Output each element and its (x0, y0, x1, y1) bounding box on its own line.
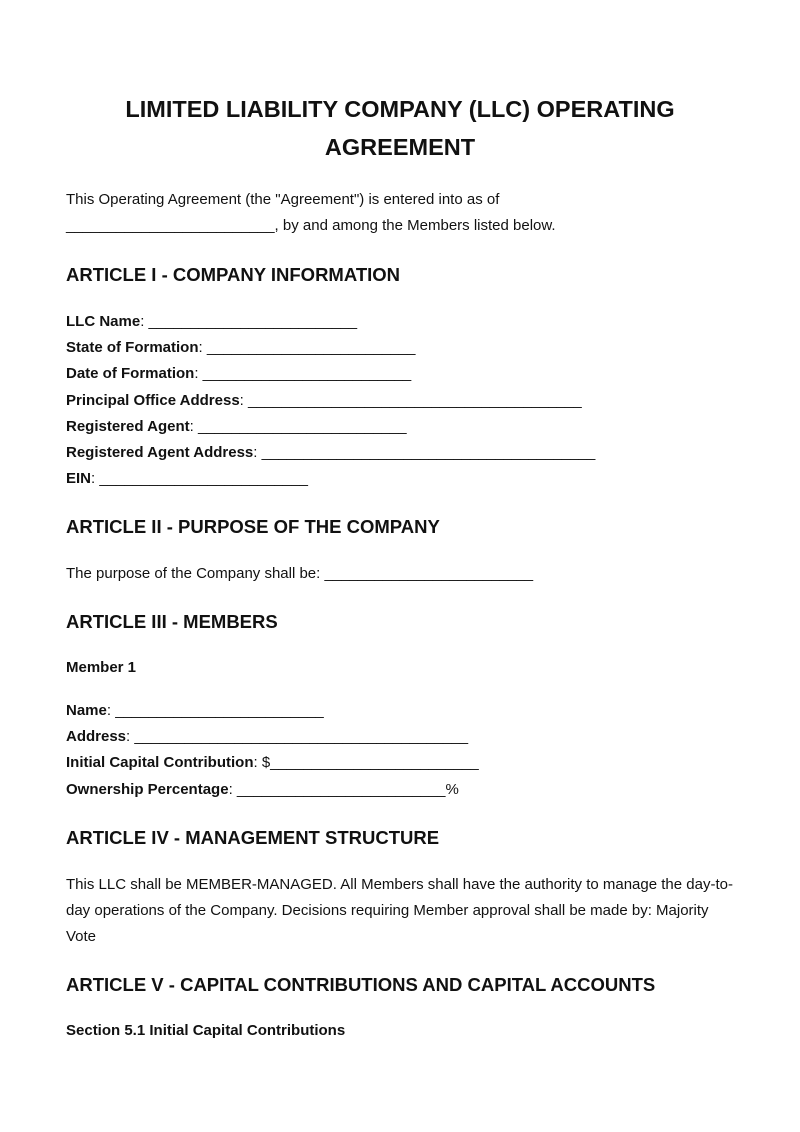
field-blank: : _________________________ (189, 417, 407, 435)
field-blank: : _________________________ (198, 339, 416, 357)
article-4-heading: ARTICLE IV - MANAGEMENT STRUCTURE (66, 827, 440, 848)
article-3-heading: ARTICLE III - MEMBERS (66, 611, 278, 632)
intro-paragraph (66, 187, 556, 239)
principal-office-address-field (66, 388, 595, 414)
registered-agent-address-field (66, 440, 595, 466)
field-label: Registered Agent (66, 417, 190, 435)
company-info-fields (66, 309, 595, 492)
field-blank: : _________________________% (228, 780, 459, 798)
date-of-formation-field (66, 361, 595, 387)
section-5-1-heading: Section 5.1 Initial Capital Contributions (66, 1022, 346, 1039)
field-blank: : ________________________________________ (126, 728, 469, 746)
member-1-fields (66, 698, 479, 803)
field-label: EIN (66, 470, 92, 488)
field-label: Registered Agent Address (66, 443, 254, 461)
article-2-heading: ARTICLE II - PURPOSE OF THE COMPANY (66, 516, 440, 537)
member-address-field (66, 724, 479, 750)
ownership-percentage-field (66, 777, 479, 803)
llc-name-field (66, 309, 595, 335)
field-label: LLC Name (66, 313, 141, 330)
intro-line-2: _________________________, by and among the Members listed below. (66, 217, 556, 234)
field-label: Name (66, 702, 107, 719)
field-label: Address (66, 728, 127, 746)
field-label: Principal Office Address (66, 391, 240, 409)
purpose-paragraph: The purpose of the Company shall be: _________________________ (66, 565, 534, 582)
field-blank: : _________________________ (140, 313, 358, 330)
field-blank: : _________________________ (106, 702, 324, 719)
field-label: Ownership Percentage (66, 780, 229, 798)
article-5-heading: ARTICLE V - CAPITAL CONTRIBUTIONS AND CAPITAL ACCOUNTS (66, 974, 656, 995)
registered-agent-field (66, 414, 595, 440)
field-blank: : _________________________ (194, 365, 412, 383)
initial-capital-contribution-field (66, 750, 479, 776)
document-title: LIMITED LIABILITY COMPANY (LLC) OPERATING AGREEMENT (125, 96, 675, 160)
member-1-heading: Member 1 (66, 659, 137, 676)
field-label: Date of Formation (66, 365, 195, 383)
ein-field (66, 466, 595, 492)
field-label: Initial Capital Contribution (66, 754, 254, 772)
management-paragraph: This LLC shall be MEMBER-MANAGED. All Members shall have the authority to manage the day-to-day operations of the Company. Decisions requiring Member approval shall be made by: Majority Vote (66, 876, 733, 945)
member-name-field (66, 698, 479, 724)
field-label: State of Formation (66, 339, 199, 357)
field-blank: : ________________________________________ (253, 443, 596, 461)
field-blank: : ________________________________________ (239, 391, 582, 409)
state-of-formation-field (66, 335, 595, 361)
field-blank: : _________________________ (91, 470, 308, 488)
intro-line-1: This Operating Agreement (the "Agreement") is entered into as of (66, 191, 500, 208)
article-1-heading: ARTICLE I - COMPANY INFORMATION (66, 264, 401, 285)
field-blank: : $_________________________ (253, 754, 479, 772)
